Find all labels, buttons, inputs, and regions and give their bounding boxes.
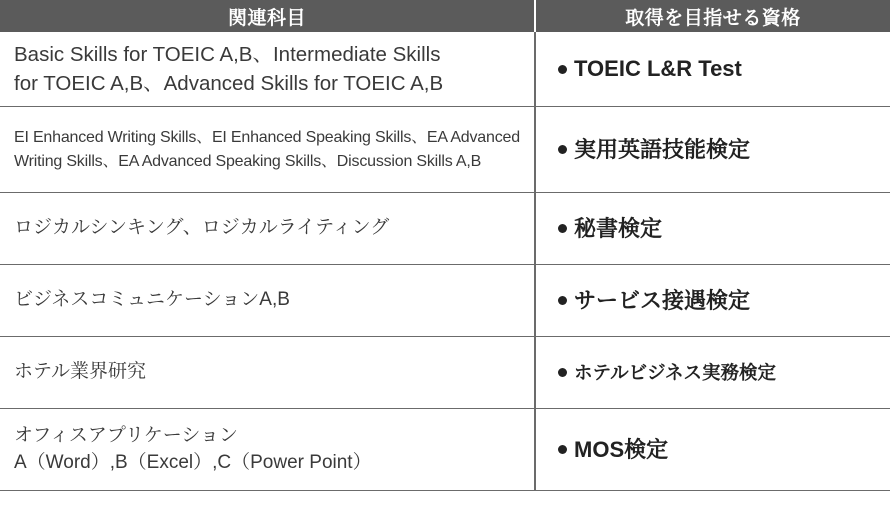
certification-cell [535,337,890,409]
certification-cell [535,409,890,491]
table-row [0,409,890,491]
subject-line: EI Enhanced Writing Skills、EI Enhanced Speaking Skills、EA Advanced [14,128,520,146]
table-row [0,107,890,193]
subject-line: A（Word）,B（Excel）,C（Power Point） [14,451,372,473]
subject-cell [0,409,535,491]
table-body [0,32,890,491]
table-header [0,0,890,32]
subject-cell [0,337,535,409]
certification-cell [535,193,890,265]
certification-label: TOEIC L&R Test [574,56,742,82]
subject-line: ビジネスコミュニケーションA,B [14,289,290,311]
subject-cell [0,32,535,107]
certification-label: ホテルビジネス実務検定 [574,362,777,384]
certification-cell [535,265,890,337]
bullet-icon [558,224,567,233]
subject-line: ロジカルシンキング、ロジカルライティング [14,217,390,239]
column-header-certification: 取得を目指せる資格 [535,0,890,32]
bullet-icon [558,145,567,154]
bullet-icon [558,368,567,377]
subject-cell [0,265,535,337]
table-header-row [0,0,890,32]
table-row [0,193,890,265]
table-row [0,337,890,409]
subject-line: Writing Skills、EA Advanced Speaking Skills、Discussion Skills A,B [14,152,482,170]
certification-cell [535,32,890,107]
column-header-subject: 関連科目 [0,0,535,32]
table-row [0,32,890,107]
certification-label: 実用英語技能検定 [574,136,751,162]
certification-label: 秘書検定 [574,215,663,241]
subject-line: Basic Skills for TOEIC A,B、Intermediate Skills [14,43,441,66]
certification-label: サービス接遇検定 [574,287,751,313]
subject-cell [0,193,535,265]
bullet-icon [558,65,567,74]
subject-line: for TOEIC A,B、Advanced Skills for TOEIC A,B [14,72,444,96]
subject-line: ホテル業界研究 [14,361,147,383]
bullet-icon [558,296,567,305]
subject-cell [0,107,535,193]
certification-label: MOS検定 [574,436,669,462]
subject-line: オフィスアプリケーション [14,424,239,446]
table-row [0,265,890,337]
bullet-icon [558,445,567,454]
certification-cell [535,107,890,193]
